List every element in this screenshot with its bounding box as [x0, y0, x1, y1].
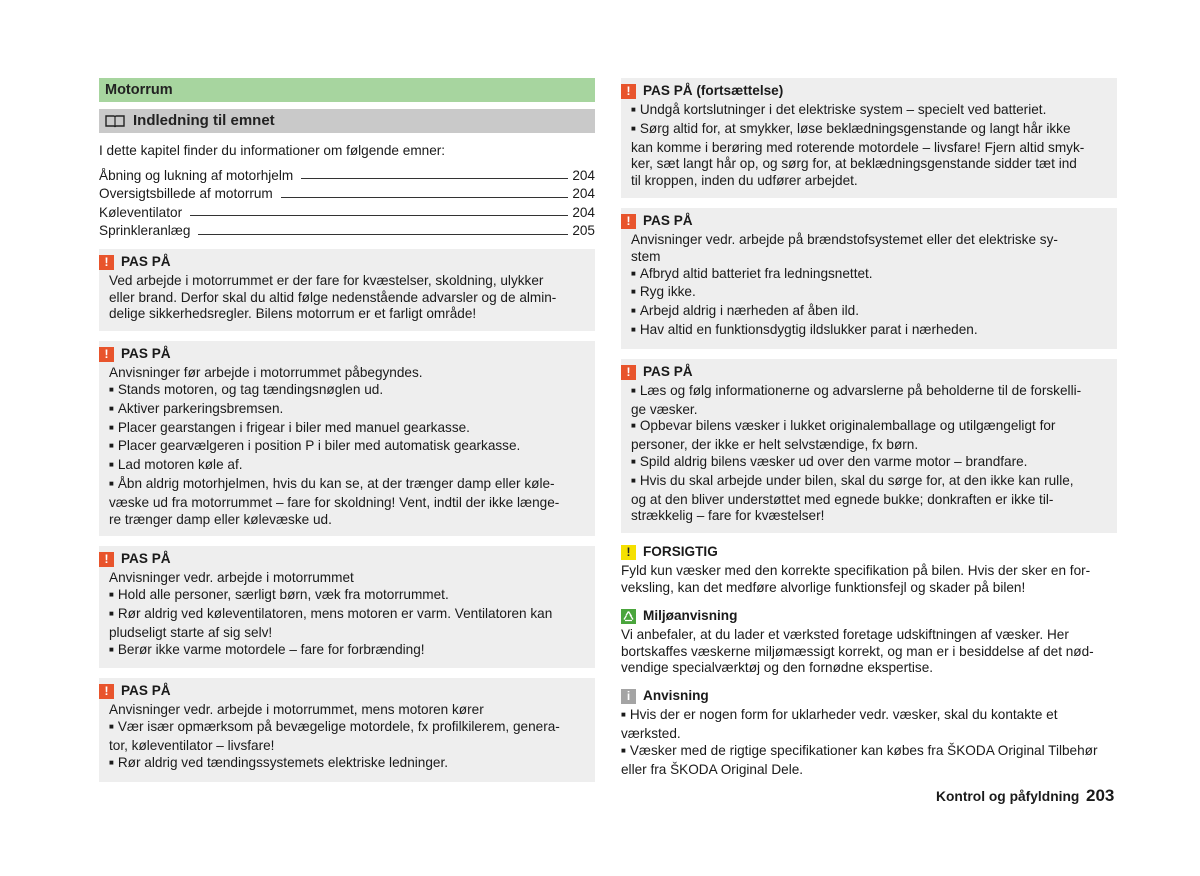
warning-bullet: ■ Vær især opmærksom på bevægelige motordele, fx profilkilerem, genera- [109, 719, 585, 738]
warning-title: PAS PÅ [121, 551, 171, 567]
warning-bullet: ■ Rør aldrig ved tændingssystemets elektriske ledninger. [109, 755, 585, 774]
warning-line: Anvisninger før arbejde i motorrummet påbegyndes. [109, 365, 423, 381]
environment-title: Miljøanvisning [643, 607, 738, 623]
warning-title: PAS PÅ (fortsættelse) [643, 83, 784, 99]
toc-label: Åbning og lukning af motorhjelm [99, 167, 294, 183]
toc-leader [190, 215, 568, 216]
caution-block [621, 544, 1117, 597]
exclamation-icon: ! [621, 84, 636, 99]
warning-line: væske ud fra motorrummet – fare for skoldning! Vent, indtil der ikke længe- [109, 494, 560, 510]
toc-label: Sprinkleranlæg [99, 223, 191, 238]
warning-line: Anvisninger vedr. arbejde i motorrummet [109, 570, 354, 586]
warning-header [621, 364, 1107, 381]
caution-title: FORSIGTIG [643, 544, 718, 560]
exclamation-icon: ! [621, 214, 636, 229]
toc-page: 205 [572, 223, 595, 238]
warning-line: Ved arbejde i motorrummet er der fare for kvæstelser, skoldning, ulykker [109, 272, 544, 288]
warning-title: PAS PÅ [121, 253, 171, 269]
toc-label: Køleventilator [99, 204, 183, 220]
info-icon: i [621, 689, 636, 704]
warning-line: strækkelig – fare for kvæstelser! [631, 508, 825, 524]
intro-title: Indledning til emnet [133, 112, 275, 129]
warning-bullet: ■ Sørg altid for, at smykker, løse beklædningsgenstande og langt hår ikke [631, 121, 1107, 140]
warning-line: Anvisninger vedr. arbejde i motorrummet, mens motoren kører [109, 702, 484, 718]
toc-page: 204 [572, 167, 595, 183]
toc-row[interactable] [99, 166, 595, 185]
environment-header [621, 608, 1117, 625]
chapter-title: Kontrol og påfyldning [936, 789, 1080, 804]
warning-bullet: ■ Hav altid en funktionsdygtig ildslukker parat i nærheden. [631, 322, 1107, 341]
left-column [99, 78, 595, 782]
warning-bullet: ■ Placer gearstangen i frigear i biler med manuel gearkasse. [109, 420, 585, 439]
exclamation-icon: ! [99, 347, 114, 362]
warning-bullet: ■ Afbryd altid batteriet fra ledningsnettet. [631, 266, 1107, 285]
warning-box [621, 78, 1117, 198]
note-bullet: ■ Hvis der er nogen form for uklarheder vedr. væsker, skal du kontakte et [621, 707, 1117, 726]
warning-line: kan komme i berøring med roterende motordele – livsfare! Fjern altid smyk- [631, 139, 1085, 155]
warning-box [99, 678, 595, 781]
warning-header [621, 83, 1107, 100]
intro-text: I dette kapitel finder du informationer om følgende emner: [99, 143, 446, 158]
caution-header [621, 544, 1117, 561]
warning-bullet: ■ Spild aldrig bilens væsker ud over den varme motor – brandfare. [631, 454, 1107, 473]
exclamation-icon: ! [99, 255, 114, 270]
warning-line: eller brand. Derfor skal du altid følge nedenstående advarsler og de almin- [109, 289, 557, 305]
warning-line: personer, der ikke er helt selvstændige, fx børn. [631, 437, 919, 453]
warning-line: stem [631, 248, 661, 264]
warning-title: PAS PÅ [121, 346, 171, 362]
warning-bullet: ■ Opbevar bilens væsker i lukket originalemballage og utilgængeligt for [631, 418, 1107, 437]
warning-box [99, 341, 595, 536]
section-title: Motorrum [99, 78, 595, 102]
warning-header [99, 254, 585, 271]
toc-leader [198, 234, 568, 235]
warning-bullet: ■ Aktiver parkeringsbremsen. [109, 401, 585, 420]
warning-box [99, 249, 595, 331]
warning-header [99, 551, 585, 568]
toc-row[interactable] [99, 203, 595, 222]
right-column [621, 78, 1117, 778]
exclamation-icon: ! [621, 545, 636, 560]
warning-line: tor, køleventilator – livsfare! [109, 737, 275, 753]
environment-line: bortskaffes væskerne miljømæssigt korrekt, og man er i besiddelse af det nød- [621, 643, 1094, 659]
warning-bullet: ■ Åbn aldrig motorhjelmen, hvis du kan se, at der trænger damp eller køle- [109, 476, 585, 495]
toc-label: Oversigtsbillede af motorrum [99, 186, 273, 201]
note-header [621, 688, 1117, 705]
caution-line: veksling, kan det medføre alvorlige funktionsfejl og skader på bilen! [621, 579, 1026, 595]
warning-header [99, 346, 585, 363]
toc-leader [281, 197, 569, 198]
warning-bullet: ■ Lad motoren køle af. [109, 457, 585, 476]
warning-bullet: ■ Læs og følg informationerne og advarslerne på beholderne til de forskelli- [631, 383, 1107, 402]
warning-bullet: ■ Hold alle personer, særligt børn, væk fra motorrummet. [109, 587, 585, 606]
warning-line: ge væsker. [631, 401, 698, 417]
toc-row[interactable] [99, 221, 595, 240]
warning-line: pludseligt starte af sig selv! [109, 624, 273, 640]
warning-bullet: ■ Berør ikke varme motordele – fare for forbrænding! [109, 642, 585, 661]
toc-row[interactable] [99, 184, 595, 203]
toc-page: 204 [572, 204, 595, 220]
warning-line: delige sikkerhedsregler. Bilens motorrum er et farligt område! [109, 306, 477, 322]
warning-bullet: ■ Placer gearvælgeren i position P i biler med automatisk gearkasse. [109, 438, 585, 457]
warning-bullet: ■ Arbejd aldrig i nærheden af åben ild. [631, 303, 1107, 322]
warning-bullet: ■ Rør aldrig ved køleventilatoren, mens motoren er varm. Ventilatoren kan [109, 606, 585, 625]
note-line: værksted. [621, 725, 681, 741]
warning-title: PAS PÅ [643, 213, 693, 229]
page-number: 203 [1086, 786, 1115, 805]
exclamation-icon: ! [621, 365, 636, 380]
warning-title: PAS PÅ [643, 363, 693, 379]
note-bullet: ■ Væsker med de rigtige specifikationer kan købes fra ŠKODA Original Tilbehør [621, 743, 1117, 762]
environment-line: vendige specialværktøj og den fornødne ekspertise. [621, 660, 934, 676]
warning-bullet: ■ Ryg ikke. [631, 284, 1107, 303]
warning-bullet: ■ Hvis du skal arbejde under bilen, skal du sørge for, at den ikke kan rulle, [631, 473, 1107, 492]
recycle-icon [621, 609, 636, 624]
warning-line: Anvisninger vedr. arbejde på brændstofsystemet eller det elektriske sy- [631, 231, 1058, 247]
note-title: Anvisning [643, 688, 709, 704]
toc [99, 166, 595, 240]
note-line: eller fra ŠKODA Original Dele. [621, 761, 804, 777]
warning-header [621, 213, 1107, 230]
warning-line: og at den bliver understøttet med egnede bukke; donkraften er ikke til- [631, 491, 1054, 507]
warning-bullet: ■ Undgå kortslutninger i det elektriske system – specielt ved batteriet. [631, 102, 1107, 121]
book-icon [105, 114, 125, 128]
environment-line: Vi anbefaler, at du lader et værksted foretage udskiftningen af væsker. Her [621, 626, 1069, 642]
toc-page: 204 [572, 186, 595, 201]
caution-line: Fyld kun væsker med den korrekte specifikation på bilen. Hvis der sker en for- [621, 563, 1091, 579]
intro-header [99, 109, 595, 133]
warning-box [99, 546, 595, 668]
warning-bullet: ■ Stands motoren, og tag tændingsnøglen ud. [109, 382, 585, 401]
toc-leader [301, 178, 568, 179]
warning-line: til kroppen, inden du udfører arbejdet. [631, 173, 858, 189]
warning-line: re trænger damp eller kølevæske ud. [109, 511, 332, 527]
environment-block [621, 608, 1117, 677]
exclamation-icon: ! [99, 684, 114, 699]
warning-header [99, 683, 585, 700]
exclamation-icon: ! [99, 552, 114, 567]
warning-box [621, 359, 1117, 533]
warning-box [621, 208, 1117, 349]
note-block [621, 688, 1117, 778]
warning-title: PAS PÅ [121, 683, 171, 699]
warning-line: ker, sæt langt hår op, og sørg for, at beklædningsgenstande sidder tæt ind [631, 156, 1077, 172]
